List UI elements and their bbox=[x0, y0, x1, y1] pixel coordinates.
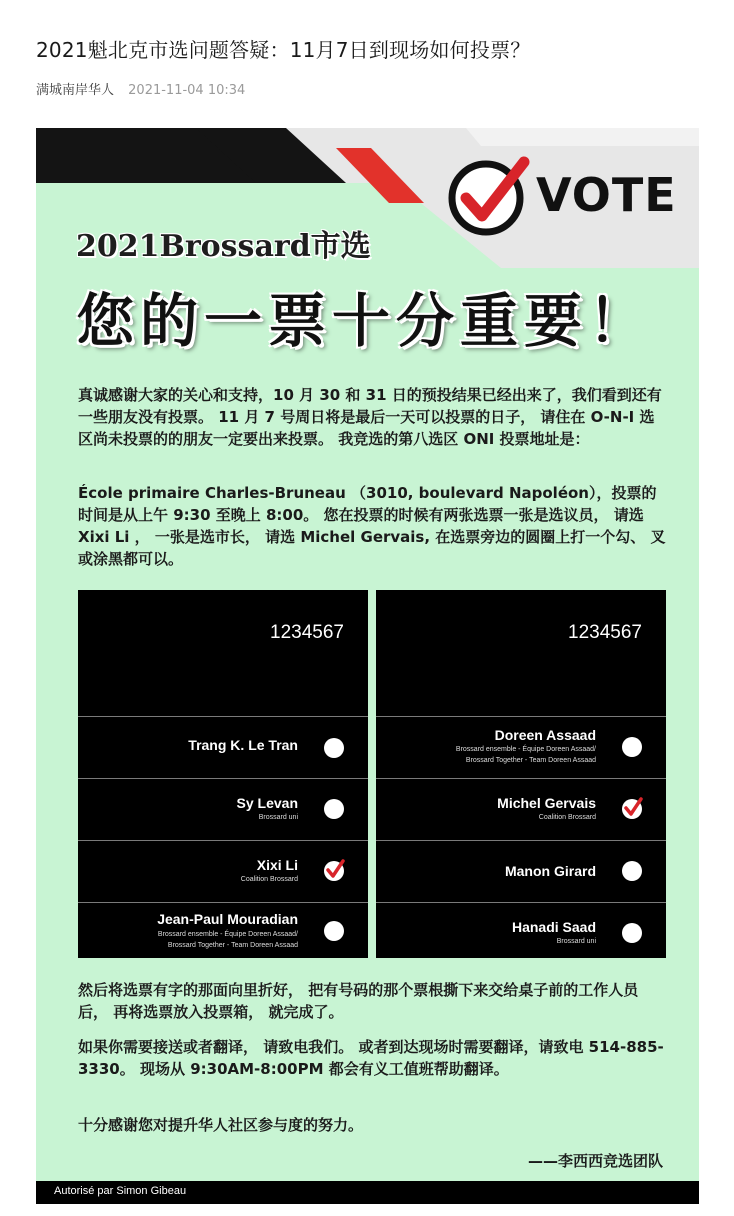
candidate-party: Coalition Brossard bbox=[240, 876, 298, 883]
authorization-text: Autorisé par Simon Gibeau bbox=[54, 1185, 187, 1197]
article-meta bbox=[36, 79, 245, 98]
ballot-circle[interactable] bbox=[324, 799, 344, 819]
ballot-circle[interactable] bbox=[622, 861, 642, 881]
ballot-number: 1234567 bbox=[270, 622, 344, 643]
ballot-circle[interactable] bbox=[324, 861, 344, 881]
ballot-row bbox=[78, 840, 368, 903]
ballot-circle[interactable] bbox=[622, 799, 642, 819]
candidate-name: Jean-Paul Mouradian bbox=[157, 911, 298, 927]
event-title: 2021Brossard市选 bbox=[76, 229, 371, 264]
article-title: 2021魁北克市选问题答疑：11月7日到现场如何投票？ bbox=[36, 38, 531, 62]
intro-paragraph: 真诚感谢大家的关心和支持，10 月 30 和 31 日的预投结果已经出来了，我们看到还有一些朋友没有投票。 11 月 7 号周日将是最后一天可以投票的日子， 请住在 O-N-I 选区尚未投票的的朋友一定要出来投票。 我竞选的第八选区 ONI 投票地址是： bbox=[78, 386, 662, 448]
signature: ——李西西竞选团队 bbox=[527, 1152, 663, 1170]
instruction-paragraph: 然后将选票有字的那面向里折好， 把有号码的那个票根撕下来交给桌子前的工作人员后， 再将选票放入投票箱， 就完成了。 bbox=[78, 981, 639, 1021]
ballot-circle[interactable] bbox=[324, 738, 344, 758]
contact-paragraph: 如果你需要接送或者翻译， 请致电我们。 或者到达现场时需要翻译，请致电 514-885-3330。 现场从 9:30AM-8:00PM 都会有义工值班帮助翻译。 bbox=[78, 1038, 664, 1078]
ballot-row bbox=[376, 778, 666, 841]
candidate-name: Michel Gervais bbox=[497, 795, 596, 811]
ballot-row bbox=[78, 778, 368, 841]
candidate-name: Trang K. Le Tran bbox=[188, 737, 298, 753]
ballot-circle[interactable] bbox=[324, 921, 344, 941]
publish-date: 2021-11-04 10:34 bbox=[128, 83, 246, 98]
author-name[interactable]: 满城南岸华人 bbox=[36, 83, 115, 98]
candidate-name: Hanadi Saad bbox=[511, 919, 596, 935]
checkmark-icon bbox=[324, 857, 346, 881]
candidate-name: Xixi Li bbox=[256, 857, 298, 873]
ballot-circle[interactable] bbox=[622, 737, 642, 757]
candidate-party: Brossard ensemble - Équipe Doreen Assaad/ Brossard Together - Team Doreen Assaad bbox=[157, 931, 298, 949]
vote-label: VOTE bbox=[536, 168, 677, 222]
ballot-circle[interactable] bbox=[622, 923, 642, 943]
headline: 您的一票十分重要！ bbox=[76, 287, 653, 355]
address-paragraph: École primaire Charles-Bruneau （3010, boulevard Napoléon），投票的时间是从上午 9:30 至晚上 8:00。 您在投票的时候有两张选票一张是选议员， 请选 Xixi Li ， 一张是选市长， 请选 Michel Gervais, 在选票旁边的圆圈上打一个勾、 叉或涂黑都可以。 bbox=[78, 484, 666, 568]
candidate-name: Sy Levan bbox=[236, 795, 298, 811]
ballot-row bbox=[78, 902, 368, 959]
candidate-party: Brossard uni bbox=[556, 938, 596, 945]
ballot-number: 1234567 bbox=[568, 622, 642, 643]
thanks-paragraph: 十分感谢您对提升华人社区参与度的努力。 bbox=[78, 1116, 364, 1134]
mayor-ballot bbox=[376, 590, 666, 958]
candidate-name: Doreen Assaad bbox=[494, 727, 596, 743]
checkmark-icon bbox=[622, 795, 644, 819]
check-circle-icon bbox=[446, 152, 536, 242]
ballot-row bbox=[376, 840, 666, 903]
ballot-row bbox=[376, 902, 666, 959]
campaign-poster-image bbox=[36, 128, 699, 1204]
candidate-name: Manon Girard bbox=[504, 863, 596, 879]
vote-badge bbox=[446, 148, 686, 248]
ballot-row bbox=[376, 716, 666, 779]
authorization-footer bbox=[36, 1181, 699, 1204]
ballot-row bbox=[78, 716, 368, 779]
candidate-party: Brossard uni bbox=[258, 814, 298, 821]
candidate-party: Brossard ensemble - Équipe Doreen Assaad/ Brossard Together - Team Doreen Assaad bbox=[455, 746, 596, 764]
candidate-party: Coalition Brossard bbox=[538, 814, 596, 821]
councillor-ballot bbox=[78, 590, 368, 958]
